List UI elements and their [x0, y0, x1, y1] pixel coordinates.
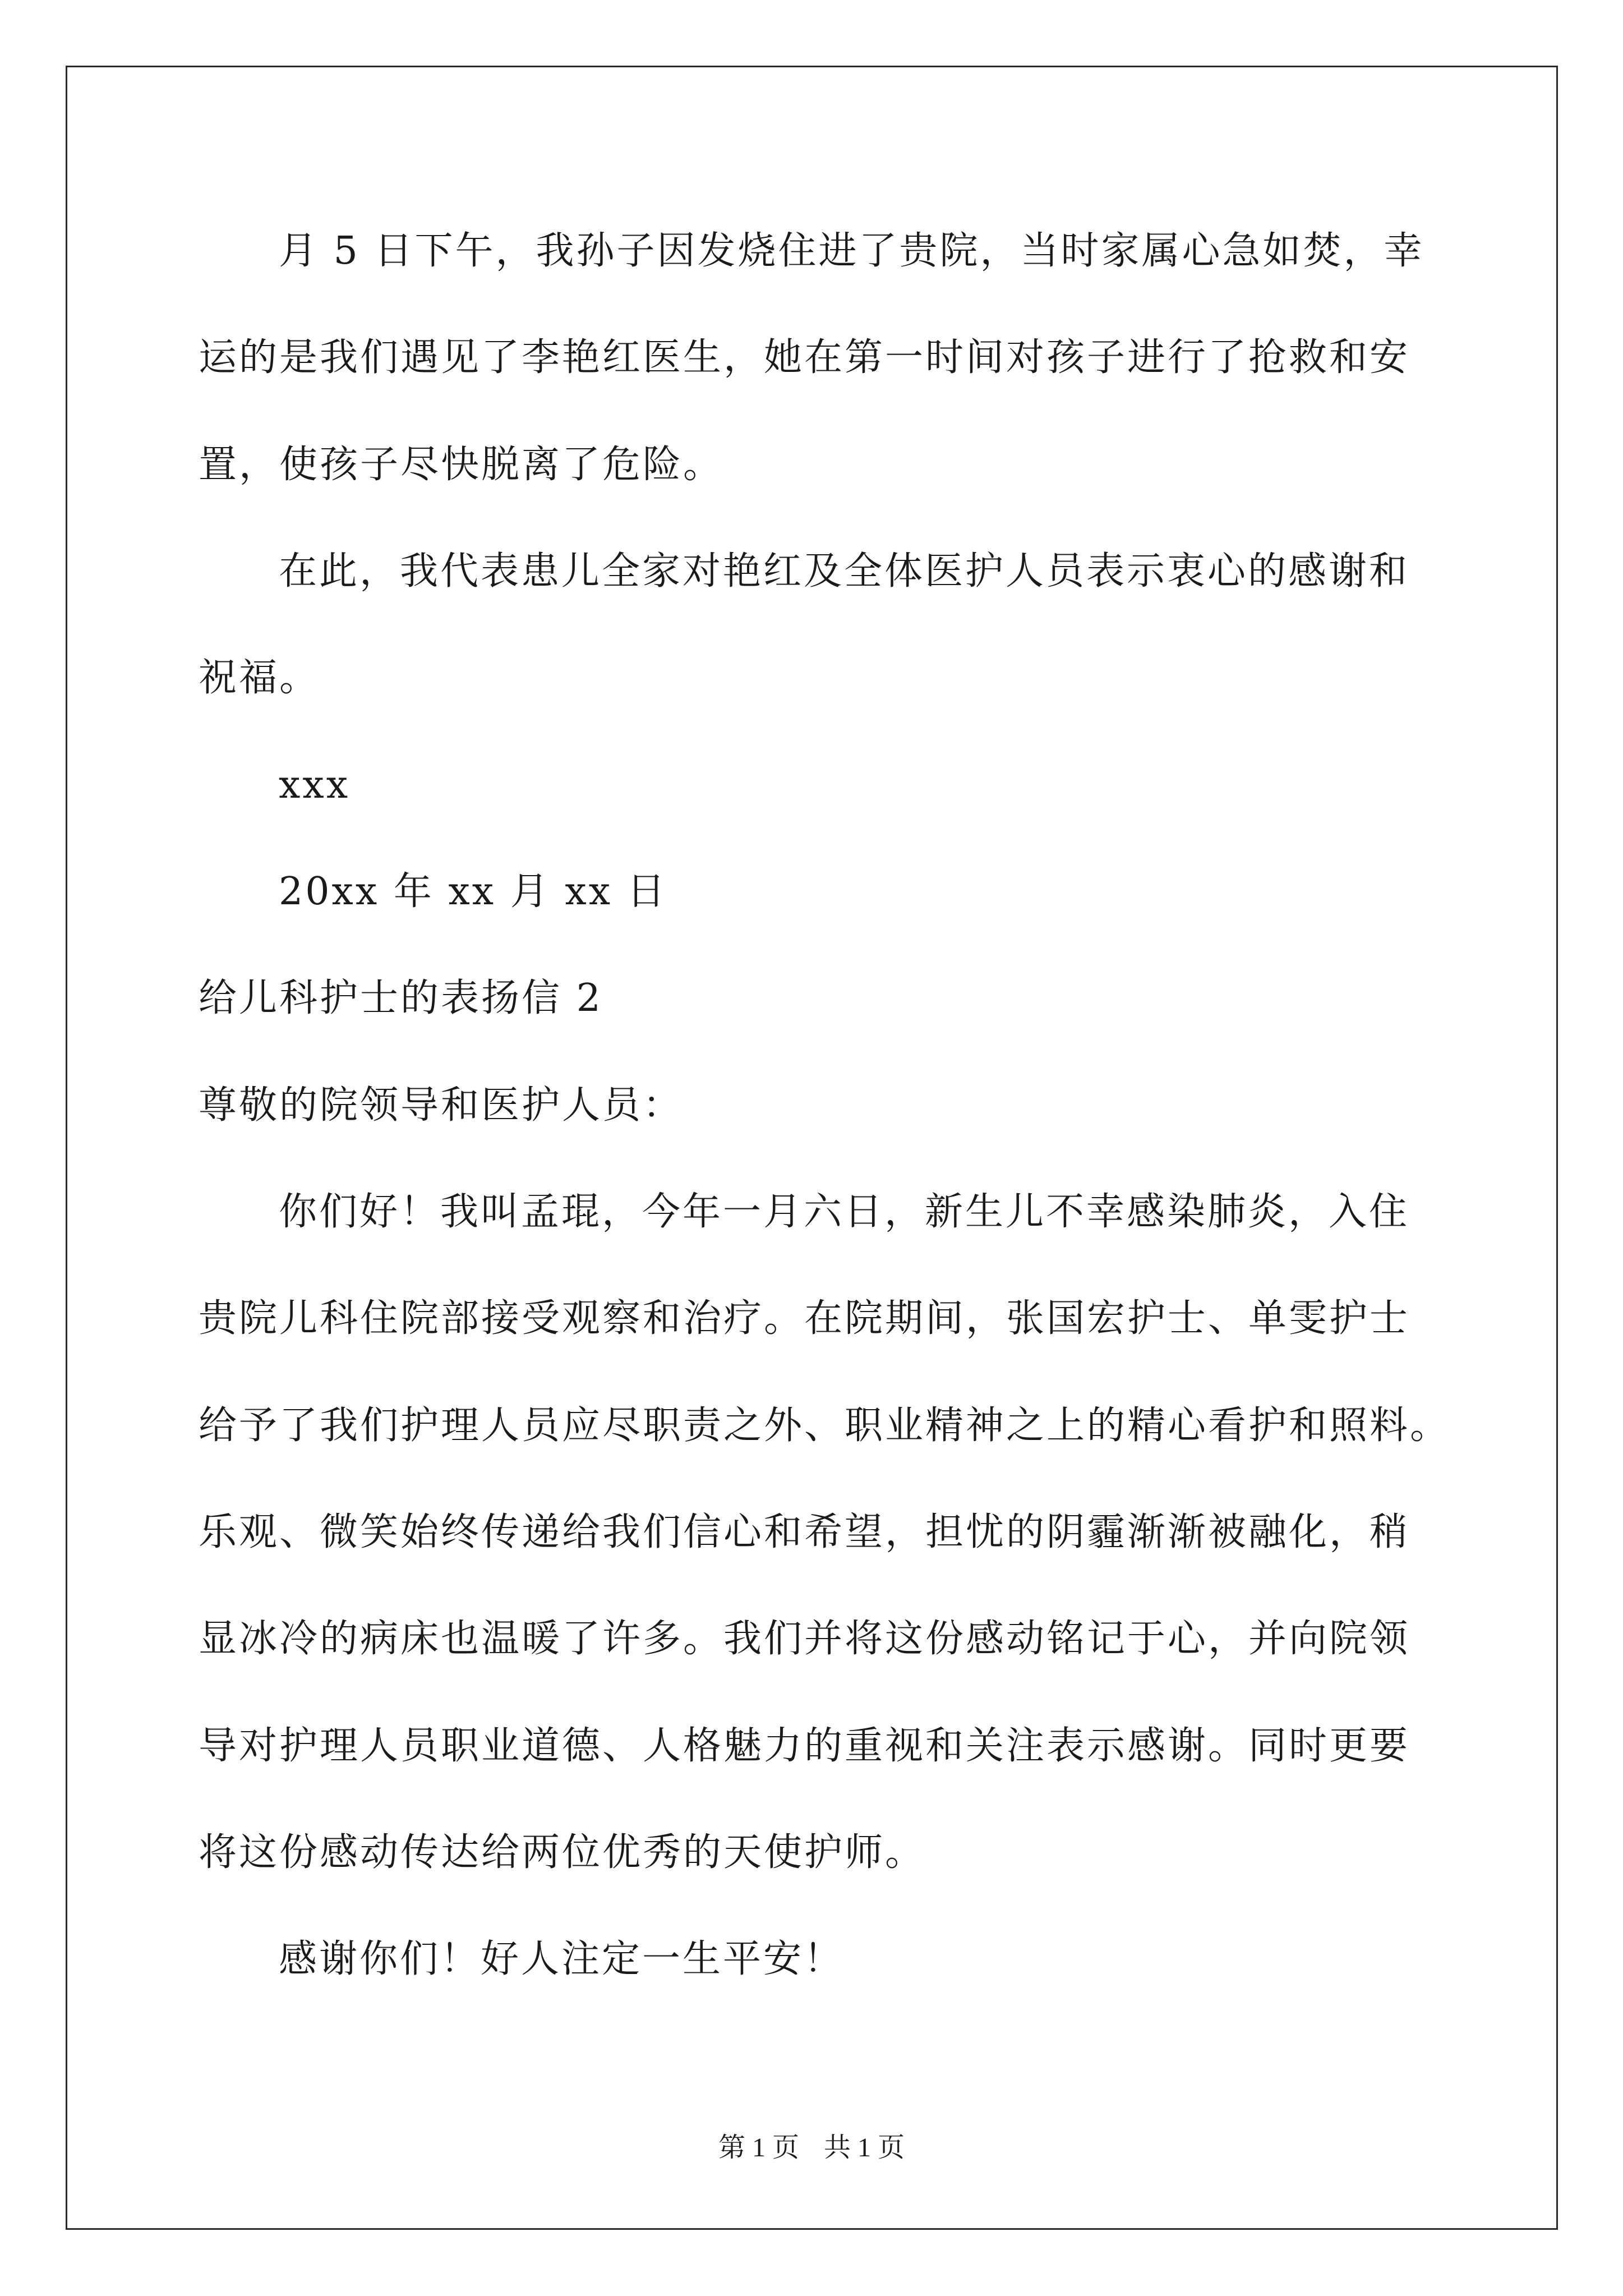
- signature-date: 20xx 年 xx 月 xx 日: [279, 869, 667, 914]
- page-border: [66, 66, 1558, 2230]
- paragraph-line: 导对护理人员职业道德、人格魅力的重视和关注表示感谢。同时更要: [199, 1724, 1410, 1768]
- letter-title: 给儿科护士的表扬信 2: [199, 976, 603, 1020]
- salutation: 尊敬的院领导和医护人员：: [199, 1083, 684, 1128]
- closing-line: 感谢你们！好人注定一生平安！: [279, 1937, 845, 1981]
- page-number: 第 1 页: [718, 2133, 799, 2162]
- paragraph-line: 你们好！我叫孟琨，今年一月六日，新生儿不幸感染肺炎，入住: [279, 1190, 1410, 1234]
- paragraph-line: 月 5 日下午，我孙子因发烧住进了贵院，当时家属心急如焚，幸: [279, 229, 1424, 273]
- paragraph-line: 在此，我代表患儿全家对艳红及全体医护人员表示衷心的感谢和: [279, 549, 1410, 593]
- paragraph-line: 给予了我们护理人员应尽职责之外、职业精神之上的精心看护和照料。: [199, 1404, 1451, 1448]
- paragraph-line: 置，使孩子尽快脱离了危险。: [199, 443, 724, 487]
- paragraph-line: 显冰冷的病床也温暖了许多。我们并将这份感动铭记于心，并向院领: [199, 1617, 1410, 1661]
- page-count: 共 1 页: [824, 2133, 905, 2162]
- paragraph-line: 祝福。: [199, 656, 320, 700]
- paragraph-line: 将这份感动传达给两位优秀的天使护师。: [199, 1830, 926, 1875]
- paragraph-line: 运的是我们遇见了李艳红医生，她在第一时间对孩子进行了抢救和安: [199, 335, 1410, 380]
- page-footer: [0, 2134, 1623, 2161]
- paragraph-line: 贵院儿科住院部接受观察和治疗。在院期间，张国宏护士、单雯护士: [199, 1296, 1410, 1341]
- signature-name: xxx: [279, 763, 351, 807]
- paragraph-line: 乐观、微笑始终传递给我们信心和希望，担忧的阴霾渐渐被融化，稍: [199, 1510, 1410, 1554]
